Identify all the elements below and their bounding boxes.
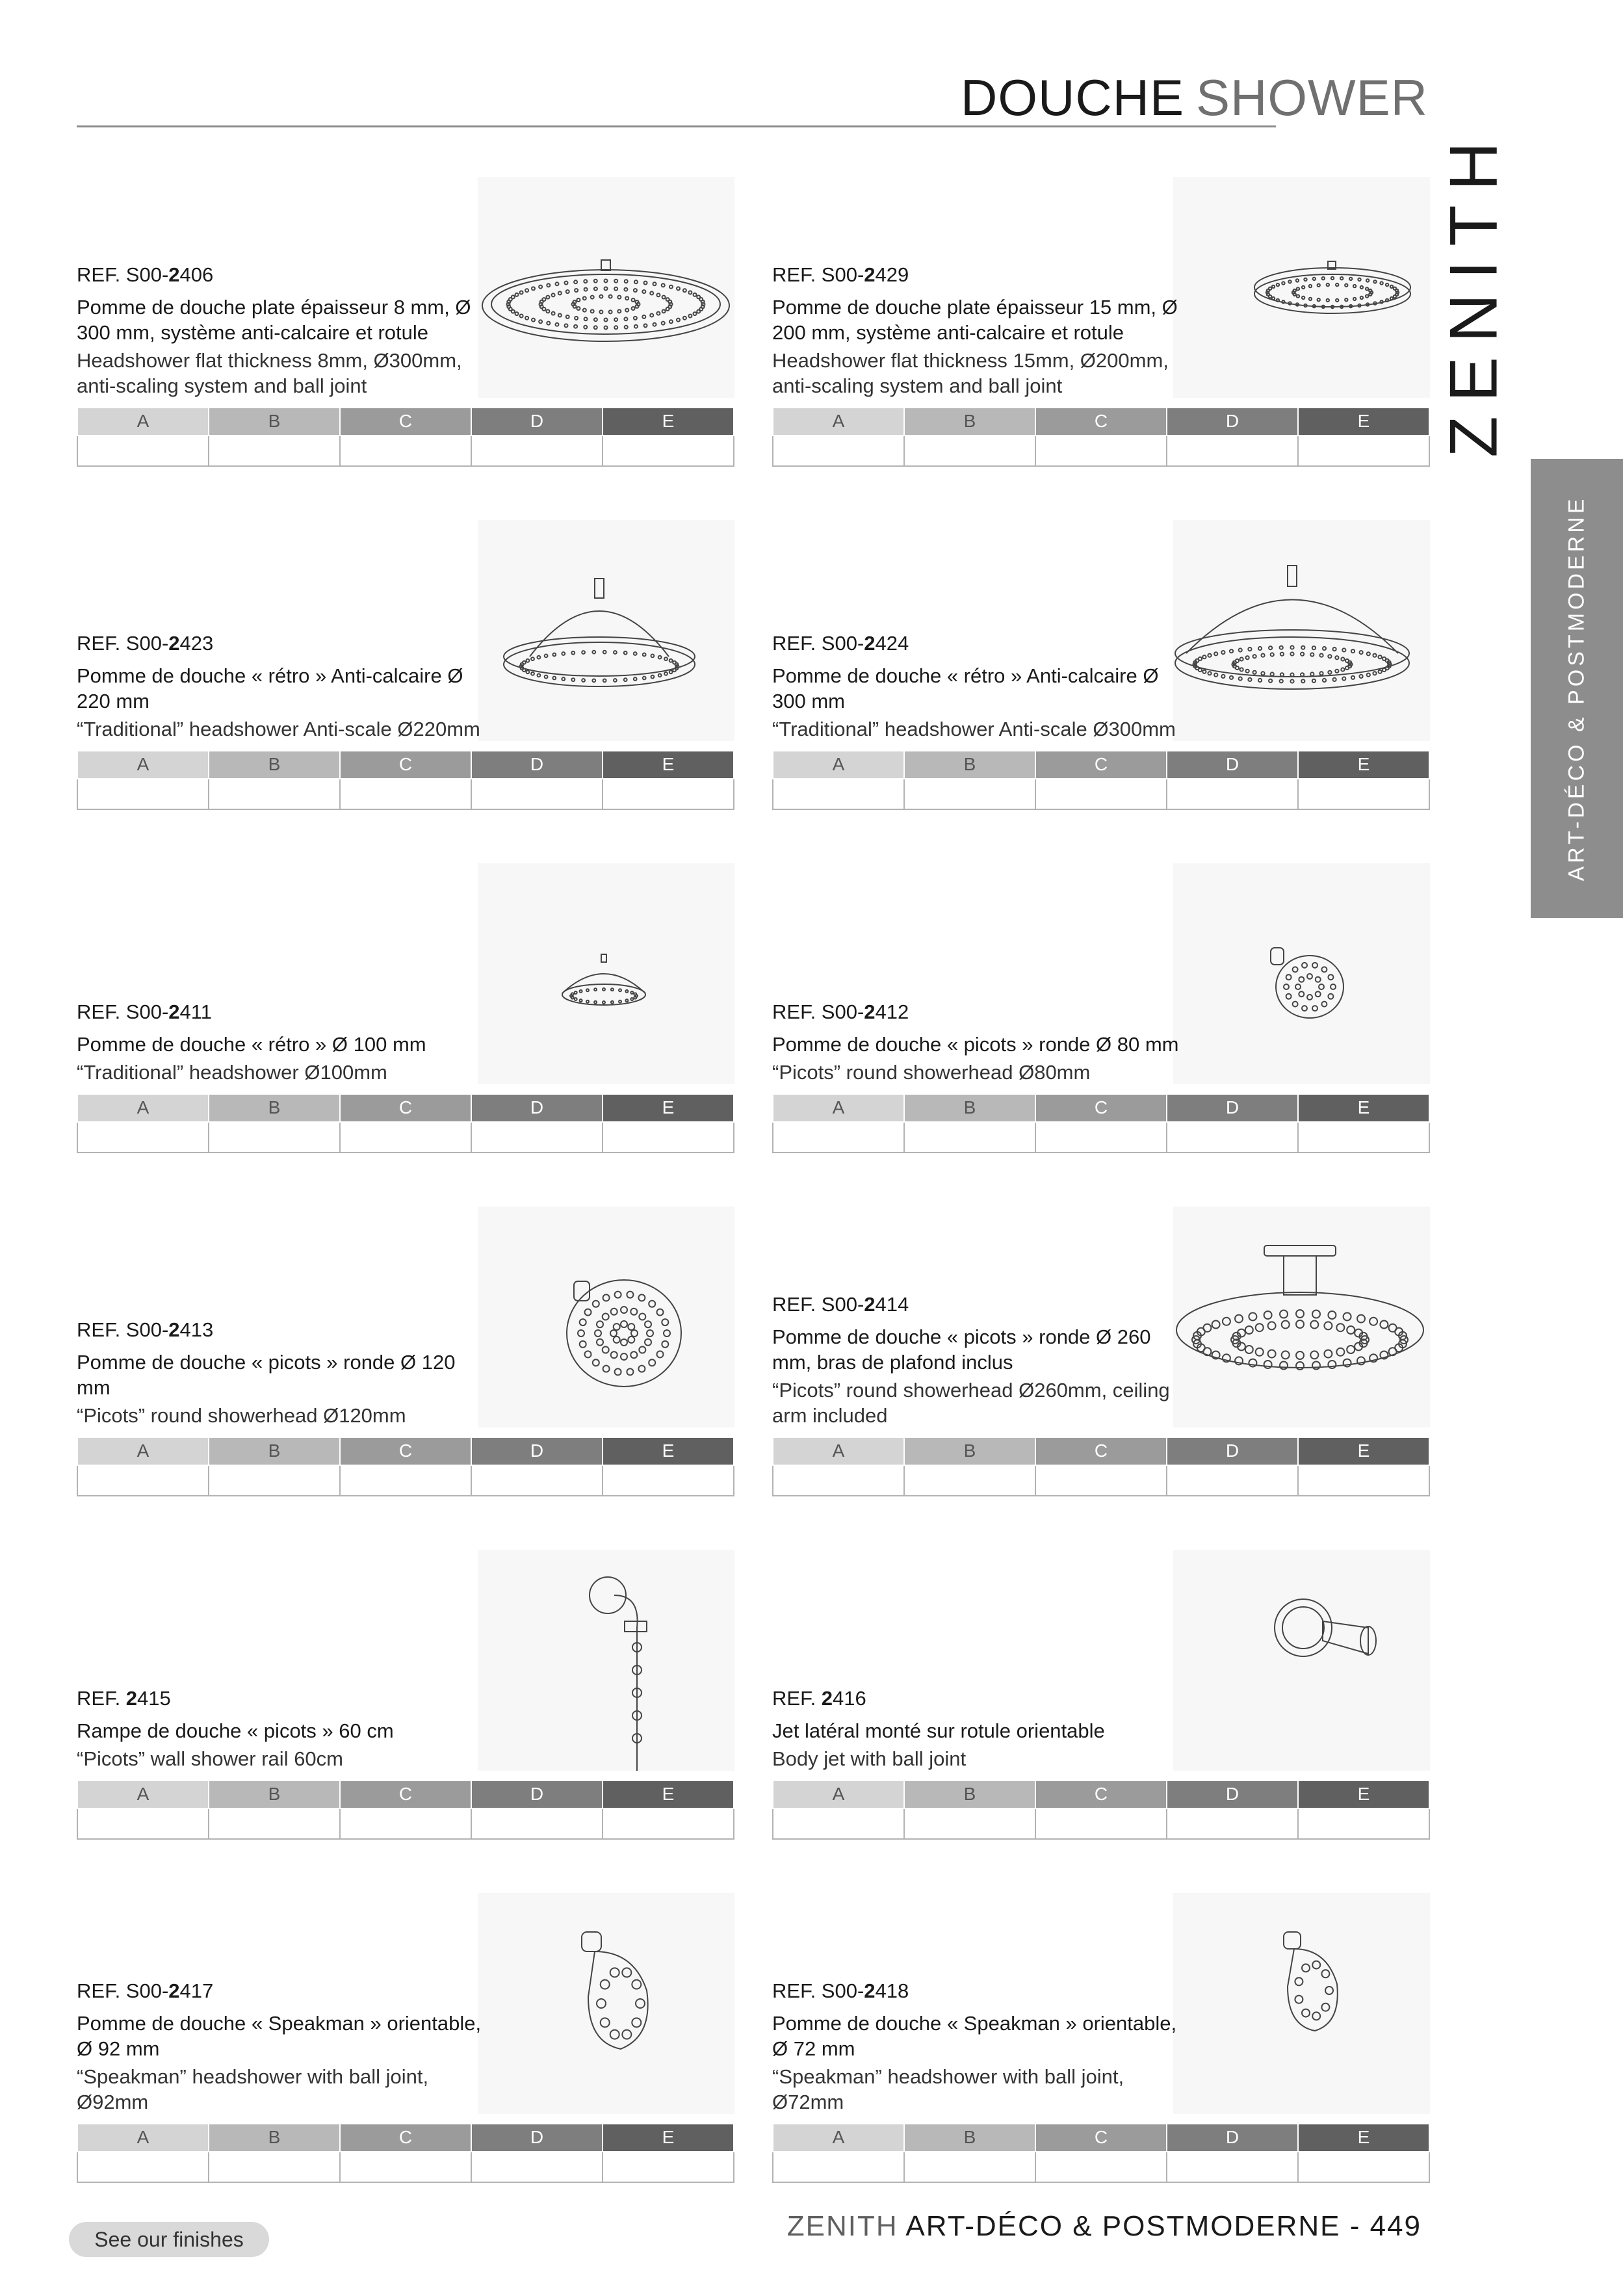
finish-column-e: E: [1298, 2124, 1429, 2152]
finish-cell-c[interactable]: [1035, 1122, 1167, 1153]
finish-cell-e[interactable]: [1298, 436, 1429, 466]
brand-vertical-label: ZENITH: [1436, 127, 1511, 458]
product-description-en: “Picots” wall shower rail 60cm: [77, 1747, 343, 1770]
footer-collection: ART-DÉCO & POSTMODERNE: [905, 2210, 1341, 2242]
finish-column-b: B: [209, 408, 340, 436]
finish-cell-e[interactable]: [603, 1122, 734, 1153]
finish-cell-d[interactable]: [1167, 1122, 1298, 1153]
finish-column-c: C: [1035, 1094, 1167, 1122]
product-ref: REF. S00-2413: [77, 1318, 214, 1341]
finish-column-b: B: [904, 1437, 1035, 1465]
finish-table: [77, 750, 734, 810]
product-info: [772, 999, 1188, 1085]
picots-showerhead-80-icon: [1173, 863, 1430, 1084]
finish-cell-c[interactable]: [340, 436, 471, 466]
finish-column-a: A: [77, 1781, 209, 1808]
finish-cell-a[interactable]: [77, 1122, 209, 1153]
finish-cell-e[interactable]: [603, 436, 734, 466]
product-image: [1173, 1550, 1430, 1771]
finish-cell-b[interactable]: [209, 1122, 340, 1153]
product-description-en: “Speakman” headshower with ball joint, Ø72mm: [772, 2065, 1124, 2113]
finish-column-b: B: [904, 1094, 1035, 1122]
finish-cell-d[interactable]: [1167, 2152, 1298, 2182]
product-ref: REF. S00-2406: [77, 263, 214, 286]
product-description-fr: Pomme de douche « picots » ronde Ø 120 mm: [77, 1351, 456, 1399]
finish-cell-b[interactable]: [904, 1122, 1035, 1153]
product-image: [478, 1207, 734, 1428]
finish-column-a: A: [773, 1781, 904, 1808]
product-image: [478, 1893, 734, 2114]
finish-column-c: C: [340, 1094, 471, 1122]
finish-cell-b[interactable]: [904, 1465, 1035, 1496]
finish-column-e: E: [1298, 751, 1429, 779]
finish-column-a: A: [773, 751, 904, 779]
flat-headshower-300-icon: [478, 177, 734, 398]
finish-cell-b[interactable]: [904, 779, 1035, 809]
product-description-en: “Traditional” headshower Anti-scale Ø220mm: [77, 718, 480, 740]
product-card: [77, 1534, 734, 1840]
finish-table: [772, 407, 1430, 467]
product-description-fr: Pomme de douche « rétro » Anti-calcaire Ø 300 mm: [772, 664, 1159, 712]
finish-table: [772, 1780, 1430, 1840]
finish-cell-d[interactable]: [471, 1465, 603, 1496]
product-card: [772, 1877, 1430, 2183]
finish-column-d: D: [471, 1781, 603, 1808]
product-ref: REF. S00-2418: [772, 1979, 909, 2002]
product-card: [772, 848, 1430, 1153]
product-image: [478, 520, 734, 741]
finish-cell-d[interactable]: [471, 1808, 603, 1839]
product-description-fr: Pomme de douche plate épaisseur 8 mm, Ø 300 mm, système anti-calcaire et rotule: [77, 296, 471, 344]
product-description-en: Headshower flat thickness 8mm, Ø300mm, anti-scaling system and ball joint: [77, 349, 462, 397]
finish-cell-a[interactable]: [773, 436, 904, 466]
finish-table: [77, 1780, 734, 1840]
product-ref: REF. S00-2414: [772, 1293, 909, 1316]
product-card: [77, 161, 734, 467]
finish-column-c: C: [1035, 1437, 1167, 1465]
finish-cell-d[interactable]: [471, 436, 603, 466]
product-description-en: “Speakman” headshower with ball joint, Ø92mm: [77, 2065, 429, 2113]
finish-column-c: C: [340, 751, 471, 779]
finish-cell-a[interactable]: [77, 1465, 209, 1496]
product-image: [1173, 1893, 1430, 2114]
finish-column-e: E: [1298, 408, 1429, 436]
product-card: [772, 1191, 1430, 1496]
product-info: [772, 262, 1188, 398]
product-description-fr: Pomme de douche « rétro » Ø 100 mm: [77, 1033, 426, 1056]
product-ref: REF. S00-2424: [772, 632, 909, 655]
finish-cell-a[interactable]: [77, 1808, 209, 1839]
product-card: [77, 504, 734, 810]
finish-cell-c[interactable]: [1035, 779, 1167, 809]
finish-column-e: E: [603, 1094, 734, 1122]
finish-cell-c[interactable]: [340, 1808, 471, 1839]
finish-column-b: B: [209, 2124, 340, 2152]
product-image: [1173, 863, 1430, 1084]
product-ref: REF. 2415: [77, 1687, 171, 1710]
collection-side-tab[interactable]: ART-DÉCO & POSTMODERNE: [1531, 459, 1623, 918]
finish-cell-c[interactable]: [340, 779, 471, 809]
finish-column-a: A: [773, 1094, 904, 1122]
product-description-fr: Pomme de douche « Speakman » orientable, Ø 72 mm: [772, 2012, 1177, 2060]
retro-headshower-300-icon: [1173, 520, 1430, 741]
finish-column-b: B: [209, 1781, 340, 1808]
page-title-en: SHOWER: [1196, 69, 1428, 126]
finish-cell-e[interactable]: [603, 1808, 734, 1839]
finish-cell-c[interactable]: [340, 1465, 471, 1496]
finish-column-b: B: [209, 1094, 340, 1122]
footer-brand: ZENITH: [786, 2210, 898, 2242]
page-title-fr: DOUCHE: [960, 69, 1184, 126]
product-image: [478, 177, 734, 398]
product-image: [478, 863, 734, 1084]
product-description-fr: Pomme de douche « picots » ronde Ø 260 mm, bras de plafond inclus: [772, 1325, 1151, 1374]
finish-cell-b[interactable]: [209, 1808, 340, 1839]
finish-cell-b[interactable]: [209, 779, 340, 809]
body-jet-icon: [1173, 1550, 1430, 1771]
product-description-fr: Rampe de douche « picots » 60 cm: [77, 1719, 394, 1742]
product-info: [772, 631, 1188, 742]
finish-cell-c[interactable]: [1035, 1465, 1167, 1496]
product-info: [772, 1292, 1188, 1428]
finish-column-d: D: [1167, 2124, 1298, 2152]
product-ref: REF. S00-2411: [77, 1000, 212, 1023]
product-ref: REF. S00-2417: [77, 1979, 214, 2002]
finish-cell-a[interactable]: [773, 1465, 904, 1496]
product-description-fr: Pomme de douche « rétro » Anti-calcaire Ø 220 mm: [77, 664, 463, 712]
finish-cell-c[interactable]: [340, 1122, 471, 1153]
finish-cell-d[interactable]: [471, 1122, 603, 1153]
product-card: [772, 161, 1430, 467]
finish-cell-b[interactable]: [904, 436, 1035, 466]
finish-column-a: A: [77, 1094, 209, 1122]
finish-table: [772, 1093, 1430, 1153]
finish-cell-e[interactable]: [1298, 1122, 1429, 1153]
product-image: [1173, 520, 1430, 741]
finish-column-b: B: [904, 408, 1035, 436]
finish-column-d: D: [471, 2124, 603, 2152]
finish-column-a: A: [77, 408, 209, 436]
header-divider: [77, 125, 1276, 127]
product-description-en: “Picots” round showerhead Ø120mm: [77, 1404, 406, 1427]
flat-headshower-200-icon: [1173, 177, 1430, 398]
finish-column-c: C: [340, 1781, 471, 1808]
product-ref: REF. S00-2429: [772, 263, 909, 286]
finish-table: [77, 407, 734, 467]
speakman-headshower-92-icon: [478, 1893, 734, 2114]
finish-cell-b[interactable]: [209, 1465, 340, 1496]
finish-column-d: D: [1167, 1781, 1298, 1808]
finish-column-b: B: [209, 751, 340, 779]
finish-column-c: C: [340, 2124, 471, 2152]
product-description-en: “Traditional” headshower Anti-scale Ø300mm: [772, 718, 1176, 740]
finish-cell-e[interactable]: [1298, 2152, 1429, 2182]
finish-column-d: D: [1167, 1094, 1298, 1122]
finish-column-e: E: [1298, 1781, 1429, 1808]
finish-column-c: C: [340, 408, 471, 436]
finish-table: [772, 2123, 1430, 2183]
product-ref: REF. 2416: [772, 1687, 866, 1710]
finish-cell-d[interactable]: [471, 779, 603, 809]
product-card: [77, 1191, 734, 1496]
product-description-fr: Pomme de douche plate épaisseur 15 mm, Ø 200 mm, système anti-calcaire et rotule: [772, 296, 1178, 344]
finish-column-c: C: [340, 1437, 471, 1465]
finish-table: [772, 1437, 1430, 1496]
finish-column-d: D: [471, 408, 603, 436]
finish-cell-b[interactable]: [904, 1808, 1035, 1839]
finish-cell-d[interactable]: [1167, 779, 1298, 809]
product-image: [478, 1550, 734, 1771]
finish-cell-e[interactable]: [1298, 779, 1429, 809]
product-description-fr: Jet latéral monté sur rotule orientable: [772, 1719, 1105, 1742]
finish-table: [77, 2123, 734, 2183]
finish-column-d: D: [471, 1094, 603, 1122]
finish-cell-a[interactable]: [773, 2152, 904, 2182]
finish-cell-b[interactable]: [209, 2152, 340, 2182]
page-title: [961, 68, 1428, 127]
finish-column-b: B: [904, 1781, 1035, 1808]
product-image: [1173, 1207, 1430, 1428]
product-card: [772, 504, 1430, 810]
product-info: [77, 631, 493, 742]
finish-cell-a[interactable]: [77, 779, 209, 809]
finish-table: [77, 1093, 734, 1153]
finish-column-a: A: [77, 751, 209, 779]
product-description-en: Headshower flat thickness 15mm, Ø200mm, anti-scaling system and ball joint: [772, 349, 1169, 397]
finish-table: [77, 1437, 734, 1496]
finish-column-a: A: [773, 408, 904, 436]
finish-column-e: E: [1298, 1094, 1429, 1122]
finish-table: [772, 750, 1430, 810]
product-description-en: “Picots” round showerhead Ø80mm: [772, 1061, 1091, 1084]
finish-cell-a[interactable]: [773, 779, 904, 809]
finish-cell-d[interactable]: [1167, 1808, 1298, 1839]
picots-showerhead-120-icon: [478, 1207, 734, 1428]
picots-ceiling-showerhead-260-icon: [1173, 1207, 1430, 1428]
finish-column-a: A: [773, 1437, 904, 1465]
finish-column-e: E: [1298, 1437, 1429, 1465]
finish-column-e: E: [603, 1781, 734, 1808]
product-description-fr: Pomme de douche « picots » ronde Ø 80 mm: [772, 1033, 1179, 1056]
finish-column-e: E: [603, 2124, 734, 2152]
finish-column-a: A: [77, 1437, 209, 1465]
finish-cell-b[interactable]: [904, 2152, 1035, 2182]
finish-cell-e[interactable]: [1298, 1465, 1429, 1496]
product-info: [77, 1978, 493, 2115]
product-info: [77, 1317, 493, 1428]
product-description-en: “Traditional” headshower Ø100mm: [77, 1061, 387, 1084]
product-description-en: “Picots” round showerhead Ø260mm, ceiling arm included: [772, 1379, 1170, 1427]
finish-column-a: A: [77, 2124, 209, 2152]
finish-column-b: B: [904, 2124, 1035, 2152]
finish-cell-e[interactable]: [603, 779, 734, 809]
finish-column-a: A: [773, 2124, 904, 2152]
finish-cell-a[interactable]: [77, 2152, 209, 2182]
product-description-fr: Pomme de douche « Speakman » orientable, Ø 92 mm: [77, 2012, 482, 2060]
finish-cell-c[interactable]: [1035, 1808, 1167, 1839]
finish-column-d: D: [1167, 408, 1298, 436]
page-footer: [787, 2210, 1422, 2243]
shower-rail-icon: [478, 1550, 734, 1771]
finish-cell-e[interactable]: [603, 1465, 734, 1496]
product-info: [772, 1686, 1188, 1771]
finish-column-e: E: [603, 408, 734, 436]
finish-cell-e[interactable]: [1298, 1808, 1429, 1839]
speakman-headshower-72-icon: [1173, 1893, 1430, 2114]
finish-column-d: D: [471, 751, 603, 779]
finish-cell-a[interactable]: [773, 1122, 904, 1153]
finish-column-e: E: [603, 1437, 734, 1465]
product-card: [77, 1877, 734, 2183]
product-ref: REF. S00-2412: [772, 1000, 909, 1023]
finish-cell-c[interactable]: [1035, 2152, 1167, 2182]
finish-column-e: E: [603, 751, 734, 779]
product-description-en: Body jet with ball joint: [772, 1747, 967, 1770]
finish-column-d: D: [1167, 751, 1298, 779]
finish-cell-d[interactable]: [1167, 1465, 1298, 1496]
finish-cell-c[interactable]: [1035, 436, 1167, 466]
page-number: - 449: [1349, 2210, 1422, 2242]
finish-column-b: B: [209, 1437, 340, 1465]
product-ref: REF. S00-2423: [77, 632, 214, 655]
see-finishes-button[interactable]: See our finishes: [69, 2222, 269, 2257]
finish-cell-d[interactable]: [1167, 436, 1298, 466]
finish-column-d: D: [471, 1437, 603, 1465]
finish-cell-a[interactable]: [773, 1808, 904, 1839]
finish-column-d: D: [1167, 1437, 1298, 1465]
product-card: [77, 848, 734, 1153]
finish-cell-e[interactable]: [603, 2152, 734, 2182]
finish-cell-a[interactable]: [77, 436, 209, 466]
product-info: [77, 1686, 493, 1771]
finish-column-b: B: [904, 751, 1035, 779]
finish-cell-b[interactable]: [209, 436, 340, 466]
finish-cell-c[interactable]: [340, 2152, 471, 2182]
product-info: [77, 262, 493, 398]
product-image: [1173, 177, 1430, 398]
retro-headshower-100-icon: [478, 863, 734, 1084]
product-info: [772, 1978, 1188, 2115]
finish-column-c: C: [1035, 751, 1167, 779]
product-card: [772, 1534, 1430, 1840]
retro-headshower-220-icon: [478, 520, 734, 741]
product-info: [77, 999, 493, 1085]
finish-column-c: C: [1035, 1781, 1167, 1808]
finish-column-c: C: [1035, 2124, 1167, 2152]
finish-cell-d[interactable]: [471, 2152, 603, 2182]
finish-column-c: C: [1035, 408, 1167, 436]
